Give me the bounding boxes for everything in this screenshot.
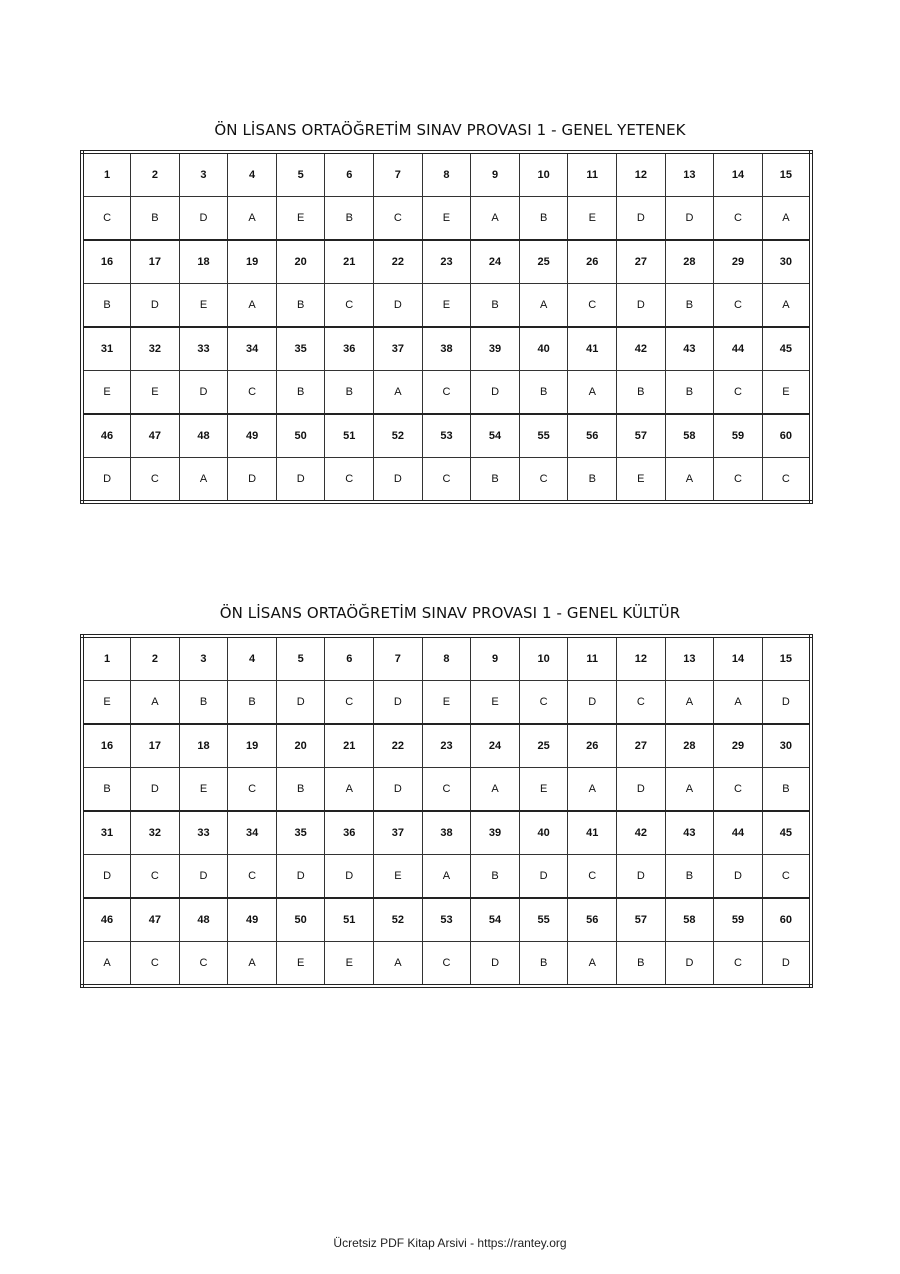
answer-row [82, 371, 811, 415]
answer-cell: C [714, 942, 763, 987]
answer-cell: A [762, 284, 811, 328]
answer-cell: C [179, 942, 228, 987]
answer-cell: E [471, 681, 520, 725]
question-number-cell: 6 [325, 152, 374, 197]
question-number-cell: 48 [179, 898, 228, 942]
question-number-cell: 3 [179, 636, 228, 681]
answer-row [82, 458, 811, 503]
answer-cell: E [82, 681, 131, 725]
question-number-cell: 6 [325, 636, 374, 681]
answer-row [82, 768, 811, 812]
answer-cell: C [422, 768, 471, 812]
answer-cell: B [325, 197, 374, 241]
answer-cell: D [568, 681, 617, 725]
question-number-row [82, 811, 811, 855]
question-number-cell: 60 [762, 414, 811, 458]
answer-key-table-genel-yetenek [80, 150, 813, 504]
answer-cell: D [82, 458, 131, 503]
question-number-cell: 23 [422, 240, 471, 284]
answer-cell: E [131, 371, 180, 415]
question-number-cell: 41 [568, 811, 617, 855]
question-number-row [82, 636, 811, 681]
question-number-cell: 31 [82, 811, 131, 855]
question-number-row [82, 724, 811, 768]
answer-cell: E [519, 768, 568, 812]
question-number-cell: 1 [82, 636, 131, 681]
question-number-cell: 32 [131, 811, 180, 855]
question-number-cell: 22 [374, 724, 423, 768]
question-number-cell: 55 [519, 898, 568, 942]
question-number-cell: 14 [714, 636, 763, 681]
question-number-cell: 13 [665, 636, 714, 681]
question-number-cell: 36 [325, 327, 374, 371]
question-number-cell: 15 [762, 636, 811, 681]
question-number-cell: 10 [519, 636, 568, 681]
question-number-cell: 56 [568, 414, 617, 458]
question-number-cell: 11 [568, 152, 617, 197]
question-number-cell: 26 [568, 240, 617, 284]
question-number-cell: 30 [762, 724, 811, 768]
question-number-cell: 46 [82, 898, 131, 942]
question-number-cell: 12 [617, 636, 666, 681]
answer-cell: C [762, 855, 811, 899]
section-title-genel-yetenek: ÖN LİSANS ORTAÖĞRETİM SINAV PROVASI 1 - GENEL YETENEK [214, 121, 686, 139]
question-number-cell: 38 [422, 327, 471, 371]
answer-cell: C [714, 371, 763, 415]
answer-cell: A [228, 942, 277, 987]
question-number-row [82, 240, 811, 284]
question-number-cell: 16 [82, 240, 131, 284]
answer-cell: D [617, 284, 666, 328]
question-number-cell: 52 [374, 414, 423, 458]
answer-cell: A [568, 371, 617, 415]
answer-cell: C [228, 768, 277, 812]
answer-cell: B [471, 284, 520, 328]
question-number-cell: 9 [471, 636, 520, 681]
answer-cell: D [179, 371, 228, 415]
answer-cell: B [276, 768, 325, 812]
question-number-cell: 45 [762, 327, 811, 371]
answer-cell: E [422, 284, 471, 328]
answer-cell: D [325, 855, 374, 899]
answer-cell: D [617, 855, 666, 899]
answer-cell: B [665, 371, 714, 415]
answer-cell: E [325, 942, 374, 987]
question-number-row [82, 327, 811, 371]
question-number-cell: 33 [179, 811, 228, 855]
answer-cell: B [617, 942, 666, 987]
answer-cell: A [422, 855, 471, 899]
question-number-cell: 17 [131, 724, 180, 768]
answer-cell: D [471, 371, 520, 415]
answer-cell: C [714, 197, 763, 241]
answer-cell: C [762, 458, 811, 503]
question-number-cell: 24 [471, 240, 520, 284]
question-number-cell: 53 [422, 898, 471, 942]
answer-cell: C [131, 458, 180, 503]
answer-cell: C [519, 681, 568, 725]
question-number-cell: 15 [762, 152, 811, 197]
answer-cell: E [422, 681, 471, 725]
answer-cell: C [228, 855, 277, 899]
answer-cell: C [714, 458, 763, 503]
answer-cell: D [762, 942, 811, 987]
question-number-cell: 53 [422, 414, 471, 458]
question-number-cell: 2 [131, 152, 180, 197]
question-number-cell: 17 [131, 240, 180, 284]
question-number-cell: 12 [617, 152, 666, 197]
footer-text: Ücretsiz PDF Kitap Arsivi - https://rantey.org [333, 1236, 567, 1250]
question-number-cell: 47 [131, 898, 180, 942]
answer-cell: D [665, 942, 714, 987]
answer-cell: B [665, 284, 714, 328]
answer-cell: A [228, 284, 277, 328]
answer-cell: E [276, 942, 325, 987]
answer-cell: A [471, 768, 520, 812]
answer-cell: D [519, 855, 568, 899]
question-number-cell: 18 [179, 240, 228, 284]
question-number-cell: 42 [617, 327, 666, 371]
answer-cell: B [665, 855, 714, 899]
answer-cell: D [714, 855, 763, 899]
question-number-cell: 43 [665, 327, 714, 371]
question-number-cell: 58 [665, 414, 714, 458]
question-number-cell: 21 [325, 240, 374, 284]
answer-cell: C [228, 371, 277, 415]
question-number-cell: 52 [374, 898, 423, 942]
question-number-cell: 2 [131, 636, 180, 681]
answer-cell: B [519, 371, 568, 415]
question-number-cell: 7 [374, 636, 423, 681]
question-number-cell: 38 [422, 811, 471, 855]
question-number-cell: 48 [179, 414, 228, 458]
answer-cell: D [131, 768, 180, 812]
answer-cell: E [617, 458, 666, 503]
question-number-cell: 57 [617, 898, 666, 942]
question-number-cell: 25 [519, 724, 568, 768]
answer-cell: D [228, 458, 277, 503]
question-number-cell: 4 [228, 152, 277, 197]
question-number-cell: 50 [276, 898, 325, 942]
answer-cell: C [325, 681, 374, 725]
answer-cell: C [568, 284, 617, 328]
question-number-cell: 27 [617, 240, 666, 284]
question-number-cell: 37 [374, 327, 423, 371]
question-number-cell: 47 [131, 414, 180, 458]
answer-cell: C [422, 942, 471, 987]
question-number-cell: 59 [714, 898, 763, 942]
answer-cell: A [665, 458, 714, 503]
question-number-cell: 30 [762, 240, 811, 284]
question-number-cell: 31 [82, 327, 131, 371]
question-number-cell: 9 [471, 152, 520, 197]
answer-cell: D [617, 197, 666, 241]
question-number-cell: 23 [422, 724, 471, 768]
answer-cell: C [714, 768, 763, 812]
answer-cell: A [568, 768, 617, 812]
question-number-cell: 8 [422, 636, 471, 681]
answer-row [82, 855, 811, 899]
question-number-cell: 19 [228, 240, 277, 284]
answer-cell: A [374, 371, 423, 415]
answer-cell: B [519, 197, 568, 241]
answer-cell: C [422, 371, 471, 415]
question-number-cell: 54 [471, 898, 520, 942]
question-number-row [82, 898, 811, 942]
question-number-cell: 51 [325, 898, 374, 942]
question-number-cell: 21 [325, 724, 374, 768]
question-number-cell: 27 [617, 724, 666, 768]
answer-cell: E [762, 371, 811, 415]
question-number-cell: 18 [179, 724, 228, 768]
answer-cell: B [276, 371, 325, 415]
answer-cell: A [665, 681, 714, 725]
question-number-cell: 44 [714, 327, 763, 371]
answer-cell: C [714, 284, 763, 328]
question-number-cell: 35 [276, 811, 325, 855]
answer-cell: B [519, 942, 568, 987]
answer-cell: C [325, 284, 374, 328]
question-number-cell: 59 [714, 414, 763, 458]
answer-cell: B [179, 681, 228, 725]
question-number-cell: 34 [228, 327, 277, 371]
question-number-cell: 49 [228, 414, 277, 458]
question-number-cell: 8 [422, 152, 471, 197]
question-number-cell: 4 [228, 636, 277, 681]
answer-cell: E [422, 197, 471, 241]
answer-cell: D [179, 197, 228, 241]
question-number-cell: 56 [568, 898, 617, 942]
answer-cell: A [568, 942, 617, 987]
answer-cell: A [131, 681, 180, 725]
question-number-cell: 5 [276, 152, 325, 197]
question-number-cell: 14 [714, 152, 763, 197]
answer-cell: E [179, 284, 228, 328]
question-number-row [82, 152, 811, 197]
answer-cell: C [617, 681, 666, 725]
question-number-cell: 34 [228, 811, 277, 855]
answer-cell: A [228, 197, 277, 241]
question-number-cell: 20 [276, 724, 325, 768]
answer-cell: C [82, 197, 131, 241]
answer-row [82, 284, 811, 328]
question-number-cell: 32 [131, 327, 180, 371]
answer-cell: E [276, 197, 325, 241]
answer-cell: D [179, 855, 228, 899]
question-number-cell: 22 [374, 240, 423, 284]
question-number-cell: 19 [228, 724, 277, 768]
question-number-cell: 26 [568, 724, 617, 768]
answer-cell: D [374, 458, 423, 503]
question-number-cell: 7 [374, 152, 423, 197]
answer-cell: B [131, 197, 180, 241]
answer-cell: A [714, 681, 763, 725]
question-number-cell: 39 [471, 811, 520, 855]
question-number-cell: 28 [665, 724, 714, 768]
question-number-cell: 28 [665, 240, 714, 284]
answer-row [82, 197, 811, 241]
answer-cell: B [82, 284, 131, 328]
answer-cell: A [519, 284, 568, 328]
question-number-cell: 45 [762, 811, 811, 855]
answer-cell: D [374, 681, 423, 725]
answer-cell: A [325, 768, 374, 812]
answer-cell: E [179, 768, 228, 812]
question-number-cell: 3 [179, 152, 228, 197]
answer-cell: D [374, 768, 423, 812]
answer-cell: D [374, 284, 423, 328]
answer-cell: A [179, 458, 228, 503]
answer-cell: D [276, 458, 325, 503]
answer-cell: D [276, 681, 325, 725]
question-number-cell: 40 [519, 811, 568, 855]
answer-cell: D [762, 681, 811, 725]
question-number-cell: 43 [665, 811, 714, 855]
question-number-cell: 39 [471, 327, 520, 371]
answer-cell: C [422, 458, 471, 503]
answer-cell: B [617, 371, 666, 415]
answer-row [82, 942, 811, 987]
answer-cell: A [82, 942, 131, 987]
answer-cell: B [762, 768, 811, 812]
answer-cell: C [568, 855, 617, 899]
question-number-cell: 11 [568, 636, 617, 681]
answer-cell: D [82, 855, 131, 899]
question-number-row [82, 414, 811, 458]
answer-cell: C [519, 458, 568, 503]
question-number-cell: 54 [471, 414, 520, 458]
answer-cell: D [131, 284, 180, 328]
answer-cell: A [374, 942, 423, 987]
answer-cell: B [82, 768, 131, 812]
question-number-cell: 44 [714, 811, 763, 855]
question-number-cell: 16 [82, 724, 131, 768]
question-number-cell: 58 [665, 898, 714, 942]
question-number-cell: 51 [325, 414, 374, 458]
question-number-cell: 24 [471, 724, 520, 768]
question-number-cell: 5 [276, 636, 325, 681]
question-number-cell: 29 [714, 724, 763, 768]
question-number-cell: 33 [179, 327, 228, 371]
question-number-cell: 42 [617, 811, 666, 855]
question-number-cell: 40 [519, 327, 568, 371]
answer-key-table-genel-kultur [80, 634, 813, 988]
answer-cell: A [762, 197, 811, 241]
answer-cell: C [131, 942, 180, 987]
answer-cell: D [276, 855, 325, 899]
answer-cell: B [471, 855, 520, 899]
question-number-cell: 49 [228, 898, 277, 942]
answer-cell: C [374, 197, 423, 241]
question-number-cell: 37 [374, 811, 423, 855]
answer-cell: B [471, 458, 520, 503]
question-number-cell: 50 [276, 414, 325, 458]
answer-row [82, 681, 811, 725]
question-number-cell: 60 [762, 898, 811, 942]
question-number-cell: 46 [82, 414, 131, 458]
answer-cell: D [617, 768, 666, 812]
answer-cell: A [471, 197, 520, 241]
answer-cell: B [568, 458, 617, 503]
question-number-cell: 13 [665, 152, 714, 197]
question-number-cell: 41 [568, 327, 617, 371]
section-title-genel-kultur: ÖN LİSANS ORTAÖĞRETİM SINAV PROVASI 1 - GENEL KÜLTÜR [219, 604, 681, 622]
answer-cell: B [228, 681, 277, 725]
answer-cell: C [325, 458, 374, 503]
answer-cell: E [82, 371, 131, 415]
answer-cell: A [665, 768, 714, 812]
question-number-cell: 29 [714, 240, 763, 284]
answer-cell: B [276, 284, 325, 328]
answer-cell: C [131, 855, 180, 899]
answer-cell: D [665, 197, 714, 241]
question-number-cell: 10 [519, 152, 568, 197]
question-number-cell: 57 [617, 414, 666, 458]
question-number-cell: 20 [276, 240, 325, 284]
question-number-cell: 1 [82, 152, 131, 197]
answer-cell: E [568, 197, 617, 241]
question-number-cell: 25 [519, 240, 568, 284]
answer-cell: D [471, 942, 520, 987]
question-number-cell: 36 [325, 811, 374, 855]
answer-cell: E [374, 855, 423, 899]
question-number-cell: 55 [519, 414, 568, 458]
answer-cell: B [325, 371, 374, 415]
question-number-cell: 35 [276, 327, 325, 371]
